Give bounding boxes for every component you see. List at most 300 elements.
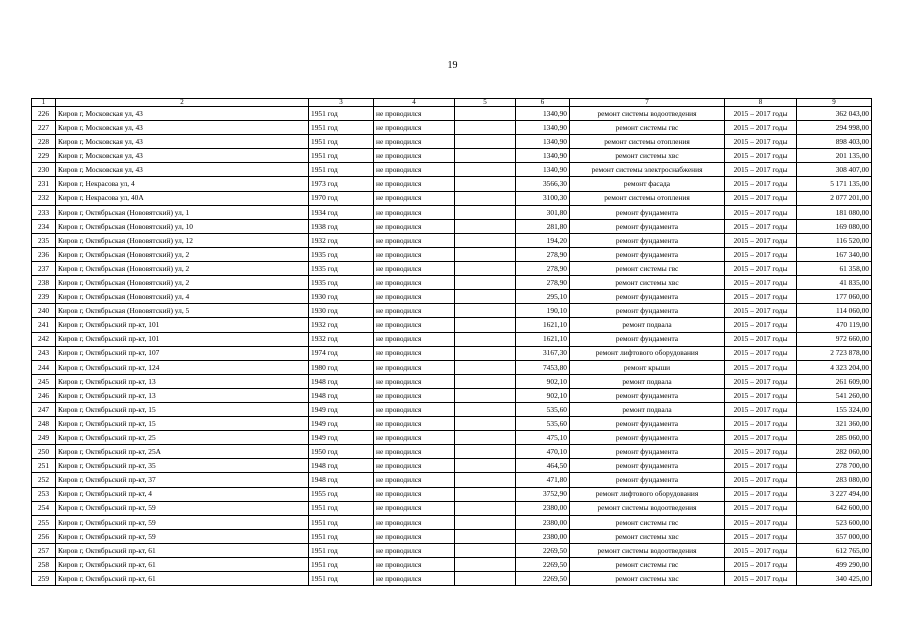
table-row bbox=[32, 219, 872, 233]
table-row bbox=[32, 529, 872, 543]
table-row bbox=[32, 501, 872, 515]
row-number-cell: 230 bbox=[32, 163, 56, 177]
area-cell: 470,10 bbox=[516, 445, 570, 459]
row-number-cell: 229 bbox=[32, 149, 56, 163]
blank-cell-cell bbox=[455, 431, 516, 445]
blank-cell-cell bbox=[455, 459, 516, 473]
last-repair-year-cell: не проводился bbox=[374, 431, 455, 445]
period-cell: 2015 – 2017 годы bbox=[725, 233, 797, 247]
work-type-cell: ремонт системы гвс bbox=[570, 558, 725, 572]
row-number-cell: 238 bbox=[32, 276, 56, 290]
blank-cell-cell bbox=[455, 233, 516, 247]
period-cell: 2015 – 2017 годы bbox=[725, 543, 797, 557]
period-cell: 2015 – 2017 годы bbox=[725, 459, 797, 473]
last-repair-year-cell: не проводился bbox=[374, 205, 455, 219]
row-number-cell: 233 bbox=[32, 205, 56, 219]
last-repair-year-cell: не проводился bbox=[374, 318, 455, 332]
address-cell: Киров г, Некрасова ул, 40А bbox=[56, 191, 309, 205]
row-number-cell: 226 bbox=[32, 107, 56, 121]
build-year-cell: 1935 год bbox=[309, 276, 374, 290]
area-cell: 278,90 bbox=[516, 262, 570, 276]
work-type-cell: ремонт подвала bbox=[570, 318, 725, 332]
blank-cell-cell bbox=[455, 346, 516, 360]
area-cell: 902,10 bbox=[516, 388, 570, 402]
address-cell: Киров г, Октябрьская (Нововятский) ул, 2 bbox=[56, 276, 309, 290]
work-type-cell: ремонт фундамента bbox=[570, 445, 725, 459]
area-cell: 3100,30 bbox=[516, 191, 570, 205]
work-type-cell: ремонт системы водоотведения bbox=[570, 543, 725, 557]
blank-cell-cell bbox=[455, 445, 516, 459]
area-cell: 7453,80 bbox=[516, 360, 570, 374]
area-cell: 2269,50 bbox=[516, 572, 570, 586]
address-cell: Киров г, Октябрьский пр-кт, 4 bbox=[56, 487, 309, 501]
period-cell: 2015 – 2017 годы bbox=[725, 501, 797, 515]
last-repair-year-cell: не проводился bbox=[374, 360, 455, 374]
blank-cell-cell bbox=[455, 402, 516, 416]
build-year-cell: 1970 год bbox=[309, 191, 374, 205]
column-header: 2 bbox=[56, 99, 309, 107]
last-repair-year-cell: не проводился bbox=[374, 135, 455, 149]
cost-cell: 4 323 204,00 bbox=[797, 360, 872, 374]
last-repair-year-cell: не проводился bbox=[374, 290, 455, 304]
area-cell: 278,90 bbox=[516, 276, 570, 290]
table-row bbox=[32, 346, 872, 360]
period-cell: 2015 – 2017 годы bbox=[725, 346, 797, 360]
table-row bbox=[32, 417, 872, 431]
cost-cell: 972 660,00 bbox=[797, 332, 872, 346]
last-repair-year-cell: не проводился bbox=[374, 558, 455, 572]
work-type-cell: ремонт фундамента bbox=[570, 388, 725, 402]
cost-cell: 898 403,00 bbox=[797, 135, 872, 149]
blank-cell-cell bbox=[455, 543, 516, 557]
work-type-cell: ремонт системы хвс bbox=[570, 572, 725, 586]
period-cell: 2015 – 2017 годы bbox=[725, 374, 797, 388]
address-cell: Киров г, Октябрьский пр-кт, 25А bbox=[56, 445, 309, 459]
build-year-cell: 1973 год bbox=[309, 177, 374, 191]
build-year-cell: 1951 год bbox=[309, 501, 374, 515]
address-cell: Киров г, Октябрьский пр-кт, 107 bbox=[56, 346, 309, 360]
address-cell: Киров г, Октябрьский пр-кт, 15 bbox=[56, 402, 309, 416]
last-repair-year-cell: не проводился bbox=[374, 247, 455, 261]
cost-cell: 282 060,00 bbox=[797, 445, 872, 459]
cost-cell: 308 407,00 bbox=[797, 163, 872, 177]
row-number-cell: 252 bbox=[32, 473, 56, 487]
work-type-cell: ремонт фундамента bbox=[570, 473, 725, 487]
last-repair-year-cell: не проводился bbox=[374, 445, 455, 459]
last-repair-year-cell: не проводился bbox=[374, 191, 455, 205]
row-number-cell: 246 bbox=[32, 388, 56, 402]
row-number-cell: 243 bbox=[32, 346, 56, 360]
work-type-cell: ремонт фундамента bbox=[570, 431, 725, 445]
area-cell: 2269,50 bbox=[516, 558, 570, 572]
table-row bbox=[32, 205, 872, 219]
repair-program-table bbox=[31, 98, 872, 586]
cost-cell: 261 609,00 bbox=[797, 374, 872, 388]
period-cell: 2015 – 2017 годы bbox=[725, 360, 797, 374]
build-year-cell: 1951 год bbox=[309, 572, 374, 586]
address-cell: Киров г, Октябрьский пр-кт, 15 bbox=[56, 417, 309, 431]
blank-cell-cell bbox=[455, 473, 516, 487]
cost-cell: 642 600,00 bbox=[797, 501, 872, 515]
build-year-cell: 1974 год bbox=[309, 346, 374, 360]
area-cell: 2380,00 bbox=[516, 515, 570, 529]
period-cell: 2015 – 2017 годы bbox=[725, 219, 797, 233]
cost-cell: 167 340,00 bbox=[797, 247, 872, 261]
table-row bbox=[32, 431, 872, 445]
blank-cell-cell bbox=[455, 247, 516, 261]
table-row bbox=[32, 191, 872, 205]
area-cell: 194,20 bbox=[516, 233, 570, 247]
cost-cell: 177 060,00 bbox=[797, 290, 872, 304]
row-number-cell: 242 bbox=[32, 332, 56, 346]
build-year-cell: 1951 год bbox=[309, 121, 374, 135]
last-repair-year-cell: не проводился bbox=[374, 276, 455, 290]
table-row bbox=[32, 543, 872, 557]
address-cell: Киров г, Октябрьская (Нововятский) ул, 1 bbox=[56, 205, 309, 219]
row-number-cell: 234 bbox=[32, 219, 56, 233]
row-number-cell: 245 bbox=[32, 374, 56, 388]
address-cell: Киров г, Октябрьский пр-кт, 13 bbox=[56, 374, 309, 388]
period-cell: 2015 – 2017 годы bbox=[725, 135, 797, 149]
last-repair-year-cell: не проводился bbox=[374, 346, 455, 360]
build-year-cell: 1949 год bbox=[309, 402, 374, 416]
row-number-cell: 235 bbox=[32, 233, 56, 247]
area-cell: 1340,90 bbox=[516, 163, 570, 177]
period-cell: 2015 – 2017 годы bbox=[725, 431, 797, 445]
table-row bbox=[32, 459, 872, 473]
build-year-cell: 1955 год bbox=[309, 487, 374, 501]
address-cell: Киров г, Октябрьский пр-кт, 13 bbox=[56, 388, 309, 402]
blank-cell-cell bbox=[455, 487, 516, 501]
row-number-cell: 248 bbox=[32, 417, 56, 431]
area-cell: 2380,00 bbox=[516, 529, 570, 543]
period-cell: 2015 – 2017 годы bbox=[725, 417, 797, 431]
last-repair-year-cell: не проводился bbox=[374, 487, 455, 501]
cost-cell: 499 290,00 bbox=[797, 558, 872, 572]
table-row bbox=[32, 487, 872, 501]
address-cell: Киров г, Октябрьский пр-кт, 59 bbox=[56, 501, 309, 515]
page-number: 19 bbox=[447, 60, 458, 71]
work-type-cell: ремонт фундамента bbox=[570, 219, 725, 233]
address-cell: Киров г, Октябрьский пр-кт, 101 bbox=[56, 332, 309, 346]
area-cell: 301,80 bbox=[516, 205, 570, 219]
last-repair-year-cell: не проводился bbox=[374, 163, 455, 177]
work-type-cell: ремонт крыши bbox=[570, 360, 725, 374]
build-year-cell: 1930 год bbox=[309, 290, 374, 304]
area-cell: 535,60 bbox=[516, 417, 570, 431]
cost-cell: 340 425,00 bbox=[797, 572, 872, 586]
table-row bbox=[32, 318, 872, 332]
area-cell: 535,60 bbox=[516, 402, 570, 416]
last-repair-year-cell: не проводился bbox=[374, 149, 455, 163]
address-cell: Киров г, Октябрьский пр-кт, 35 bbox=[56, 459, 309, 473]
address-cell: Киров г, Московская ул, 43 bbox=[56, 121, 309, 135]
blank-cell-cell bbox=[455, 276, 516, 290]
cost-cell: 541 260,00 bbox=[797, 388, 872, 402]
area-cell: 1340,90 bbox=[516, 107, 570, 121]
address-cell: Киров г, Октябрьский пр-кт, 61 bbox=[56, 572, 309, 586]
work-type-cell: ремонт подвала bbox=[570, 374, 725, 388]
build-year-cell: 1951 год bbox=[309, 135, 374, 149]
row-number-cell: 251 bbox=[32, 459, 56, 473]
area-cell: 475,10 bbox=[516, 431, 570, 445]
build-year-cell: 1948 год bbox=[309, 473, 374, 487]
address-cell: Киров г, Октябрьский пр-кт, 59 bbox=[56, 529, 309, 543]
build-year-cell: 1949 год bbox=[309, 417, 374, 431]
area-cell: 1340,90 bbox=[516, 149, 570, 163]
row-number-cell: 244 bbox=[32, 360, 56, 374]
address-cell: Киров г, Октябрьская (Нововятский) ул, 4 bbox=[56, 290, 309, 304]
period-cell: 2015 – 2017 годы bbox=[725, 121, 797, 135]
period-cell: 2015 – 2017 годы bbox=[725, 107, 797, 121]
blank-cell-cell bbox=[455, 332, 516, 346]
row-number-cell: 247 bbox=[32, 402, 56, 416]
cost-cell: 470 119,00 bbox=[797, 318, 872, 332]
period-cell: 2015 – 2017 годы bbox=[725, 445, 797, 459]
cost-cell: 181 080,00 bbox=[797, 205, 872, 219]
last-repair-year-cell: не проводился bbox=[374, 219, 455, 233]
address-cell: Киров г, Октябрьский пр-кт, 124 bbox=[56, 360, 309, 374]
area-cell: 2380,00 bbox=[516, 501, 570, 515]
table-row bbox=[32, 304, 872, 318]
table-row bbox=[32, 558, 872, 572]
cost-cell: 285 060,00 bbox=[797, 431, 872, 445]
work-type-cell: ремонт системы хвс bbox=[570, 149, 725, 163]
area-cell: 278,90 bbox=[516, 247, 570, 261]
table-row bbox=[32, 233, 872, 247]
last-repair-year-cell: не проводился bbox=[374, 417, 455, 431]
area-cell: 1621,10 bbox=[516, 318, 570, 332]
last-repair-year-cell: не проводился bbox=[374, 473, 455, 487]
build-year-cell: 1951 год bbox=[309, 543, 374, 557]
work-type-cell: ремонт фасада bbox=[570, 177, 725, 191]
work-type-cell: ремонт системы электроснабжения bbox=[570, 163, 725, 177]
build-year-cell: 1934 год bbox=[309, 205, 374, 219]
blank-cell-cell bbox=[455, 163, 516, 177]
table-row bbox=[32, 332, 872, 346]
address-cell: Киров г, Октябрьская (Нововятский) ул, 2 bbox=[56, 262, 309, 276]
column-header: 5 bbox=[455, 99, 516, 107]
blank-cell-cell bbox=[455, 107, 516, 121]
row-number-cell: 237 bbox=[32, 262, 56, 276]
period-cell: 2015 – 2017 годы bbox=[725, 191, 797, 205]
work-type-cell: ремонт системы водоотведения bbox=[570, 501, 725, 515]
last-repair-year-cell: не проводился bbox=[374, 262, 455, 276]
work-type-cell: ремонт фундамента bbox=[570, 417, 725, 431]
work-type-cell: ремонт системы хвс bbox=[570, 276, 725, 290]
row-number-cell: 250 bbox=[32, 445, 56, 459]
table-row bbox=[32, 473, 872, 487]
address-cell: Киров г, Октябрьский пр-кт, 101 bbox=[56, 318, 309, 332]
table-row bbox=[32, 402, 872, 416]
build-year-cell: 1950 год bbox=[309, 445, 374, 459]
build-year-cell: 1951 год bbox=[309, 149, 374, 163]
work-type-cell: ремонт системы гвс bbox=[570, 515, 725, 529]
cost-cell: 283 080,00 bbox=[797, 473, 872, 487]
work-type-cell: ремонт фундамента bbox=[570, 459, 725, 473]
last-repair-year-cell: не проводился bbox=[374, 177, 455, 191]
work-type-cell: ремонт лифтового оборудования bbox=[570, 487, 725, 501]
period-cell: 2015 – 2017 годы bbox=[725, 332, 797, 346]
row-number-cell: 257 bbox=[32, 543, 56, 557]
period-cell: 2015 – 2017 годы bbox=[725, 515, 797, 529]
blank-cell-cell bbox=[455, 121, 516, 135]
cost-cell: 357 000,00 bbox=[797, 529, 872, 543]
area-cell: 1621,10 bbox=[516, 332, 570, 346]
area-cell: 1340,90 bbox=[516, 135, 570, 149]
last-repair-year-cell: не проводился bbox=[374, 332, 455, 346]
last-repair-year-cell: не проводился bbox=[374, 121, 455, 135]
last-repair-year-cell: не проводился bbox=[374, 402, 455, 416]
work-type-cell: ремонт лифтового оборудования bbox=[570, 346, 725, 360]
build-year-cell: 1980 год bbox=[309, 360, 374, 374]
blank-cell-cell bbox=[455, 205, 516, 219]
row-number-cell: 240 bbox=[32, 304, 56, 318]
work-type-cell: ремонт системы водоотведения bbox=[570, 107, 725, 121]
address-cell: Киров г, Октябрьская (Нововятский) ул, 12 bbox=[56, 233, 309, 247]
work-type-cell: ремонт фундамента bbox=[570, 247, 725, 261]
last-repair-year-cell: не проводился bbox=[374, 374, 455, 388]
blank-cell-cell bbox=[455, 558, 516, 572]
last-repair-year-cell: не проводился bbox=[374, 572, 455, 586]
cost-cell: 321 360,00 bbox=[797, 417, 872, 431]
blank-cell-cell bbox=[455, 304, 516, 318]
cost-cell: 114 060,00 bbox=[797, 304, 872, 318]
cost-cell: 5 171 135,00 bbox=[797, 177, 872, 191]
cost-cell: 201 135,00 bbox=[797, 149, 872, 163]
table-row bbox=[32, 572, 872, 586]
build-year-cell: 1951 год bbox=[309, 529, 374, 543]
work-type-cell: ремонт фундамента bbox=[570, 233, 725, 247]
blank-cell-cell bbox=[455, 374, 516, 388]
row-number-cell: 249 bbox=[32, 431, 56, 445]
period-cell: 2015 – 2017 годы bbox=[725, 529, 797, 543]
blank-cell-cell bbox=[455, 149, 516, 163]
area-cell: 471,80 bbox=[516, 473, 570, 487]
last-repair-year-cell: не проводился bbox=[374, 515, 455, 529]
last-repair-year-cell: не проводился bbox=[374, 233, 455, 247]
area-cell: 464,50 bbox=[516, 459, 570, 473]
work-type-cell: ремонт фундамента bbox=[570, 332, 725, 346]
build-year-cell: 1930 год bbox=[309, 304, 374, 318]
period-cell: 2015 – 2017 годы bbox=[725, 318, 797, 332]
row-number-cell: 228 bbox=[32, 135, 56, 149]
blank-cell-cell bbox=[455, 191, 516, 205]
area-cell: 190,10 bbox=[516, 304, 570, 318]
period-cell: 2015 – 2017 годы bbox=[725, 290, 797, 304]
address-cell: Киров г, Московская ул, 43 bbox=[56, 107, 309, 121]
period-cell: 2015 – 2017 годы bbox=[725, 572, 797, 586]
period-cell: 2015 – 2017 годы bbox=[725, 402, 797, 416]
work-type-cell: ремонт фундамента bbox=[570, 290, 725, 304]
table-row bbox=[32, 121, 872, 135]
table-row bbox=[32, 149, 872, 163]
build-year-cell: 1951 год bbox=[309, 107, 374, 121]
build-year-cell: 1935 год bbox=[309, 262, 374, 276]
row-number-cell: 253 bbox=[32, 487, 56, 501]
work-type-cell: ремонт системы отопления bbox=[570, 135, 725, 149]
cost-cell: 116 520,00 bbox=[797, 233, 872, 247]
column-header: 6 bbox=[516, 99, 570, 107]
address-cell: Киров г, Октябрьская (Нововятский) ул, 10 bbox=[56, 219, 309, 233]
row-number-cell: 239 bbox=[32, 290, 56, 304]
cost-cell: 278 700,00 bbox=[797, 459, 872, 473]
build-year-cell: 1948 год bbox=[309, 459, 374, 473]
work-type-cell: ремонт системы гвс bbox=[570, 121, 725, 135]
address-cell: Киров г, Октябрьский пр-кт, 61 bbox=[56, 543, 309, 557]
column-header: 7 bbox=[570, 99, 725, 107]
blank-cell-cell bbox=[455, 360, 516, 374]
build-year-cell: 1932 год bbox=[309, 332, 374, 346]
column-header: 4 bbox=[374, 99, 455, 107]
table-row bbox=[32, 262, 872, 276]
period-cell: 2015 – 2017 годы bbox=[725, 205, 797, 219]
work-type-cell: ремонт фундамента bbox=[570, 205, 725, 219]
row-number-cell: 255 bbox=[32, 515, 56, 529]
period-cell: 2015 – 2017 годы bbox=[725, 558, 797, 572]
period-cell: 2015 – 2017 годы bbox=[725, 388, 797, 402]
build-year-cell: 1951 год bbox=[309, 558, 374, 572]
blank-cell-cell bbox=[455, 388, 516, 402]
period-cell: 2015 – 2017 годы bbox=[725, 487, 797, 501]
area-cell: 1340,90 bbox=[516, 121, 570, 135]
blank-cell-cell bbox=[455, 290, 516, 304]
area-cell: 2269,50 bbox=[516, 543, 570, 557]
column-header: 8 bbox=[725, 99, 797, 107]
build-year-cell: 1932 год bbox=[309, 318, 374, 332]
period-cell: 2015 – 2017 годы bbox=[725, 247, 797, 261]
area-cell: 281,80 bbox=[516, 219, 570, 233]
table-row bbox=[32, 107, 872, 121]
area-cell: 3752,90 bbox=[516, 487, 570, 501]
row-number-cell: 256 bbox=[32, 529, 56, 543]
last-repair-year-cell: не проводился bbox=[374, 501, 455, 515]
build-year-cell: 1951 год bbox=[309, 515, 374, 529]
cost-cell: 612 765,00 bbox=[797, 543, 872, 557]
cost-cell: 3 227 494,00 bbox=[797, 487, 872, 501]
area-cell: 3167,30 bbox=[516, 346, 570, 360]
table-row bbox=[32, 388, 872, 402]
cost-cell: 155 324,00 bbox=[797, 402, 872, 416]
column-header: 9 bbox=[797, 99, 872, 107]
period-cell: 2015 – 2017 годы bbox=[725, 262, 797, 276]
table-row bbox=[32, 360, 872, 374]
table-row bbox=[32, 247, 872, 261]
table-row bbox=[32, 135, 872, 149]
build-year-cell: 1938 год bbox=[309, 219, 374, 233]
row-number-cell: 232 bbox=[32, 191, 56, 205]
row-number-cell: 231 bbox=[32, 177, 56, 191]
area-cell: 295,10 bbox=[516, 290, 570, 304]
period-cell: 2015 – 2017 годы bbox=[725, 473, 797, 487]
blank-cell-cell bbox=[455, 417, 516, 431]
work-type-cell: ремонт системы отопления bbox=[570, 191, 725, 205]
address-cell: Киров г, Некрасова ул, 4 bbox=[56, 177, 309, 191]
last-repair-year-cell: не проводился bbox=[374, 107, 455, 121]
period-cell: 2015 – 2017 годы bbox=[725, 149, 797, 163]
blank-cell-cell bbox=[455, 515, 516, 529]
build-year-cell: 1949 год bbox=[309, 431, 374, 445]
build-year-cell: 1948 год bbox=[309, 388, 374, 402]
table-row bbox=[32, 163, 872, 177]
row-number-cell: 236 bbox=[32, 247, 56, 261]
blank-cell-cell bbox=[455, 177, 516, 191]
column-header: 3 bbox=[309, 99, 374, 107]
period-cell: 2015 – 2017 годы bbox=[725, 163, 797, 177]
address-cell: Киров г, Московская ул, 43 bbox=[56, 163, 309, 177]
period-cell: 2015 – 2017 годы bbox=[725, 177, 797, 191]
address-cell: Киров г, Октябрьская (Нововятский) ул, 2 bbox=[56, 247, 309, 261]
